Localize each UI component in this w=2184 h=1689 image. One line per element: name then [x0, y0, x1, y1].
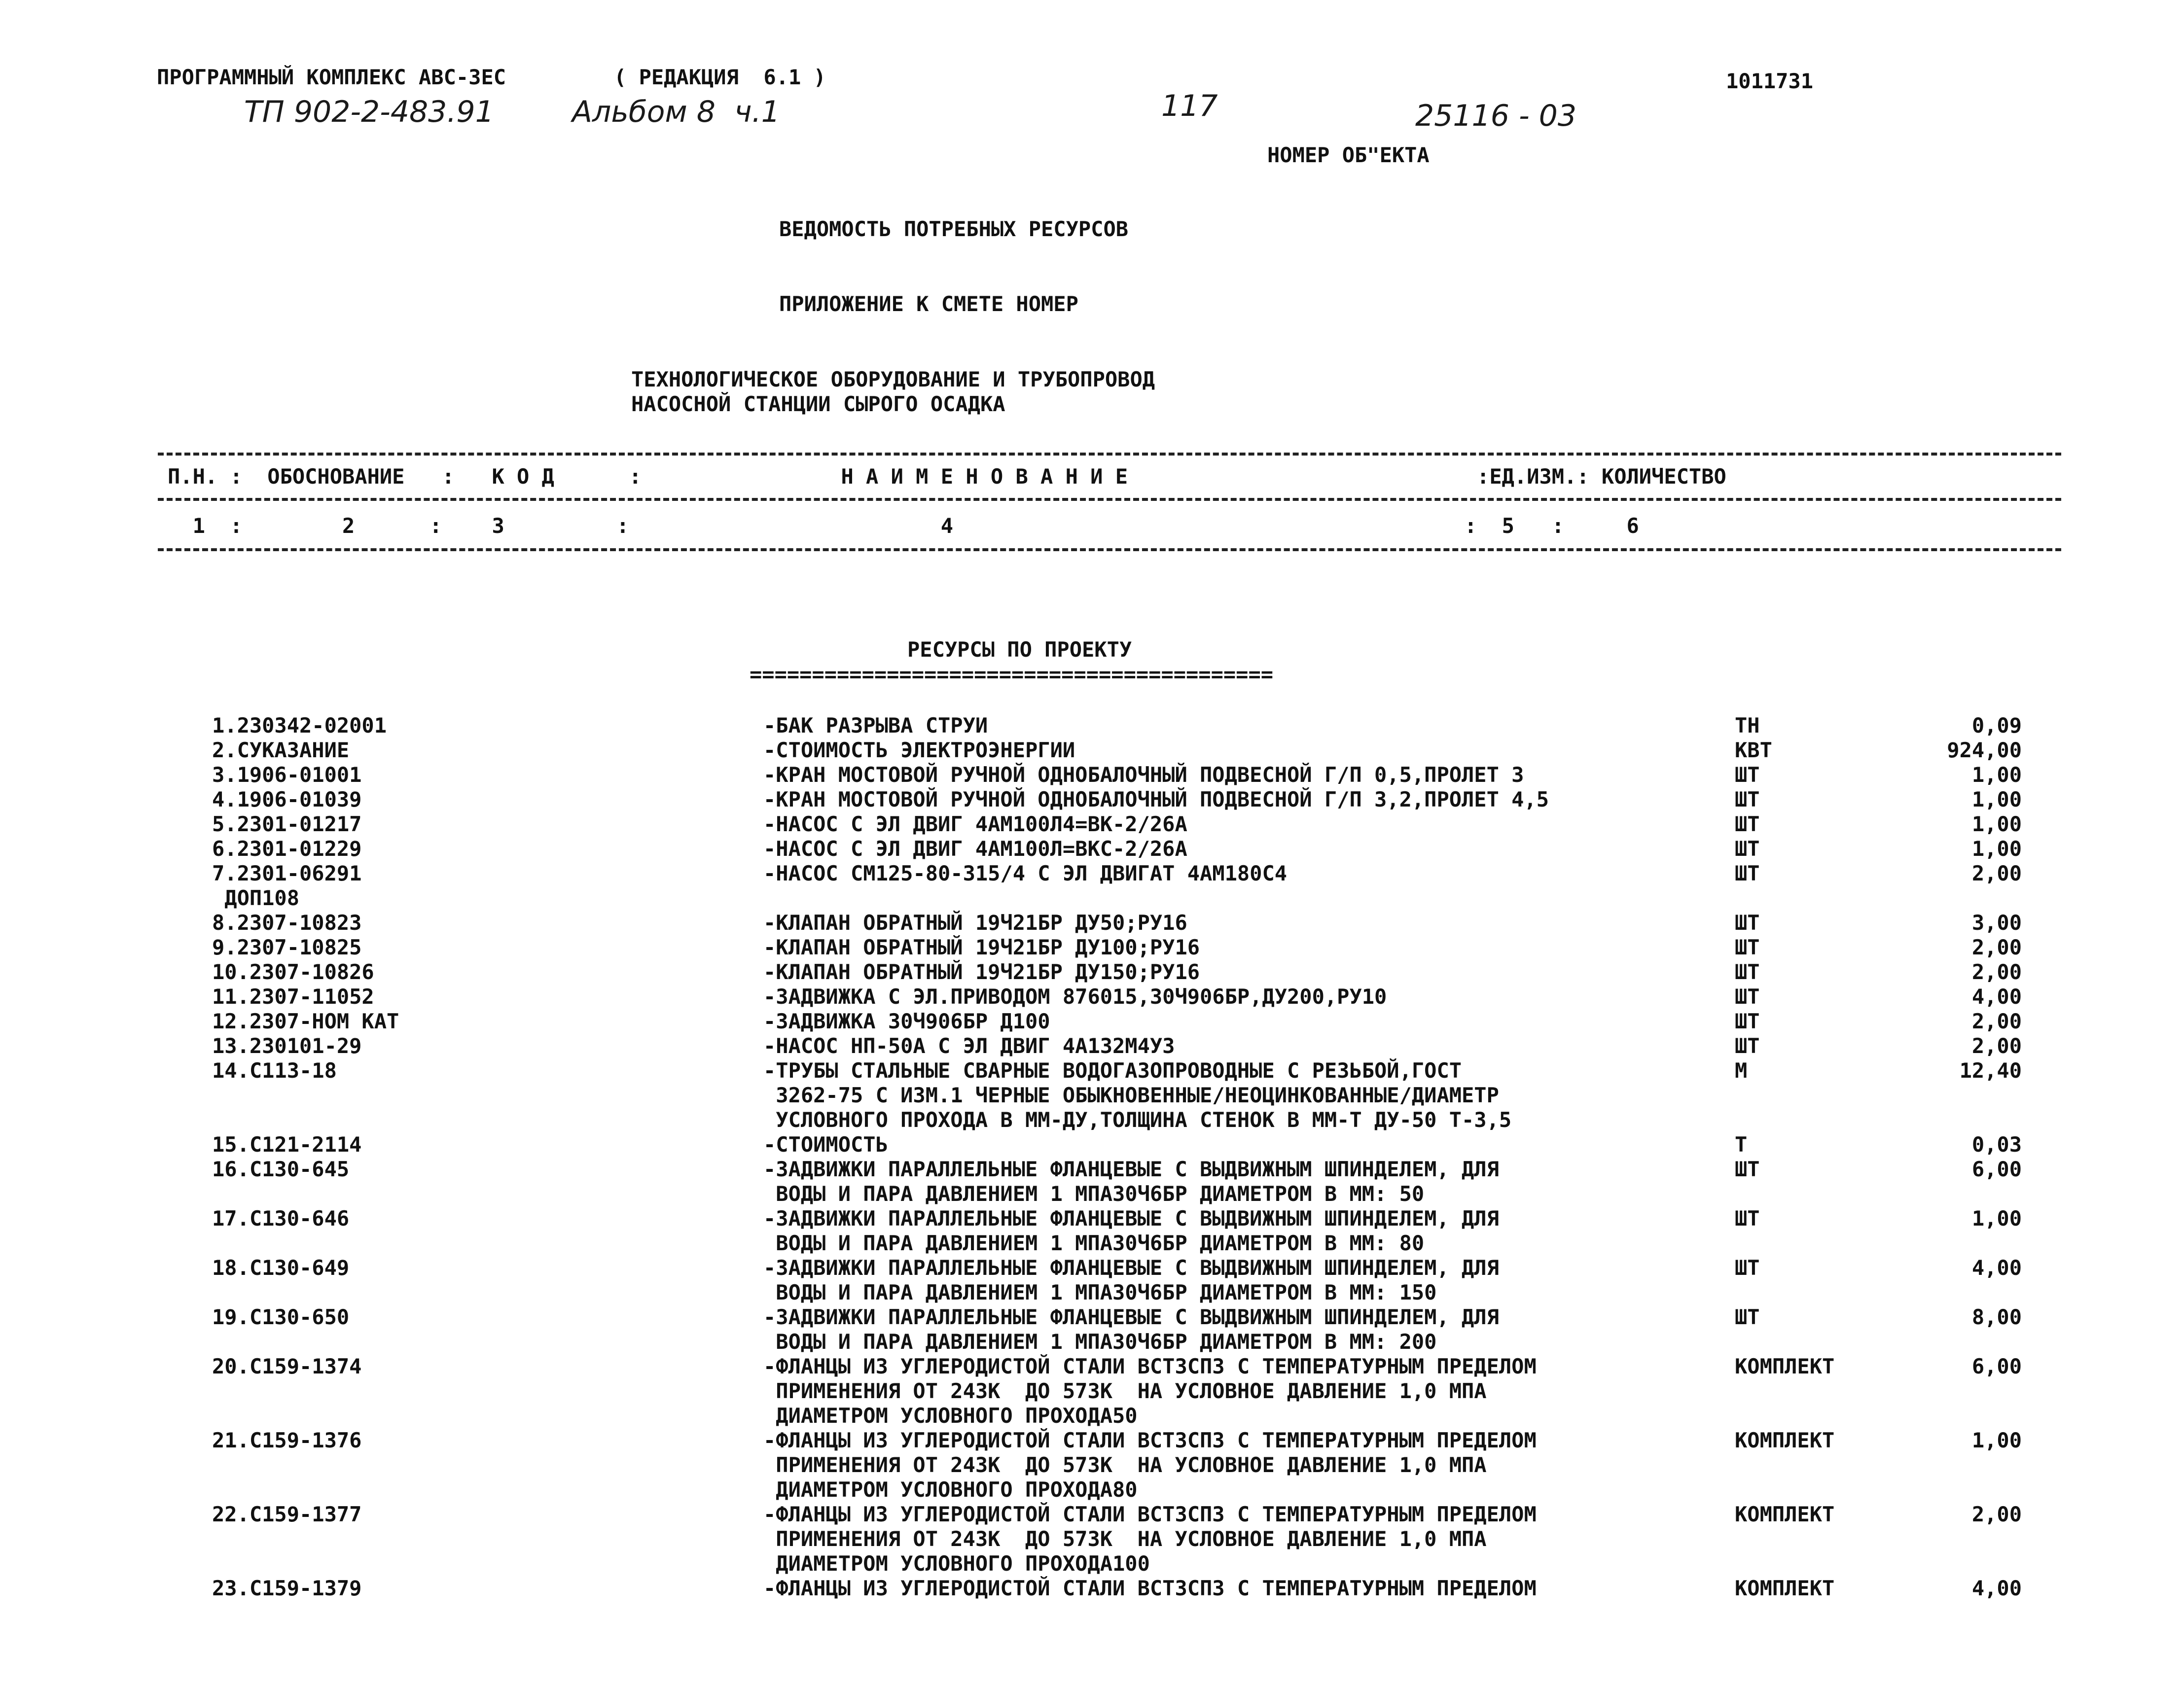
resource-quantity: 1,00 [1971, 837, 2022, 861]
resource-unit: ШТ [1735, 1034, 1760, 1058]
resource-code [212, 1256, 349, 1280]
resource-description [763, 738, 1075, 763]
resource-description-line: -КЛАПАН ОБРАТНЫЙ 19Ч21БР ДУ50;РУ16 [763, 911, 1187, 935]
table-column-headings: П.Н. : ОБОСНОВАНИЕ : К О Д : Н А И М Е Н О В А Н И Е :ЕД.ИЗМ.: КОЛИЧЕСТВО [168, 464, 1726, 489]
resource-description-line: -ЗАДВИЖКИ ПАРАЛЛЕЛЬНЫЕ ФЛАНЦЕВЫЕ С ВЫДВИЖНЫМ ШПИНДЕЛЕМ, ДЛЯ [763, 1305, 1499, 1329]
subject-title-line2: НАСОСНОЙ СТАНЦИИ СЫРОГО ОСАДКА [631, 392, 1005, 416]
resource-code-line: 11.2307-11052 [212, 985, 374, 1009]
resource-description [763, 1132, 888, 1157]
resource-code-line: ДОП108 [212, 886, 300, 910]
resource-description-line: ПРИМЕНЕНИЯ ОТ 243К ДО 573К НА УСЛОВНОЕ ДАВЛЕНИЕ 1,0 МПА [763, 1379, 1487, 1403]
resource-code-line: 12.2307-НОМ КАТ [212, 1009, 399, 1033]
resource-description [763, 1305, 1499, 1354]
header-rule-middle [158, 498, 2061, 501]
resource-code-line: 8.2307-10823 [212, 911, 362, 935]
resource-code-line: 16.С130-645 [212, 1157, 350, 1181]
table-column-numbers: 1 : 2 : 3 : 4 : 5 : 6 [168, 514, 1639, 538]
handwritten-page-number: 117 [1161, 89, 1218, 123]
resource-unit: КОМПЛЕКТ [1735, 1576, 1835, 1600]
resource-code [212, 1354, 361, 1379]
resource-code [212, 713, 387, 738]
resource-quantity: 12,40 [1959, 1058, 2022, 1083]
resource-description-line: -БАК РАЗРЫВА СТРУИ [763, 713, 988, 738]
resource-unit: ШТ [1735, 837, 1760, 861]
resource-description [763, 812, 1187, 837]
resource-description [763, 985, 1387, 1009]
resource-code-line: 2.СУКАЗАНИЕ [212, 738, 350, 762]
resource-description-line: ВОДЫ И ПАРА ДАВЛЕНИЕМ 1 МПА30Ч6БР ДИАМЕТРОМ В ММ: 80 [763, 1231, 1425, 1255]
resource-description [763, 861, 1287, 886]
resource-unit: КОМПЛЕКТ [1735, 1354, 1835, 1378]
resource-code [212, 1034, 361, 1058]
header-rule-bottom [158, 548, 2061, 551]
resource-unit: ШТ [1735, 1157, 1760, 1181]
resource-code-line: 4.1906-01039 [212, 787, 362, 811]
resource-unit: М [1735, 1058, 1748, 1083]
resource-code [212, 812, 361, 837]
resource-description-line: -ФЛАНЦЫ ИЗ УГЛЕРОДИСТОЙ СТАЛИ ВСТ3СП3 С ТЕМПЕРАТУРНЫМ ПРЕДЕЛОМ [763, 1576, 1537, 1600]
resource-code [212, 1576, 361, 1601]
resource-code [212, 911, 361, 935]
resource-description-line: -КРАН МОСТОВОЙ РУЧНОЙ ОДНОБАЛОЧНЫЙ ПОДВЕСНОЙ Г/П 3,2,ПРОЛЕТ 4,5 [763, 787, 1549, 811]
resource-code [212, 861, 361, 911]
section-title: РЕСУРСЫ ПО ПРОЕКТУ [907, 637, 1132, 662]
resource-description [763, 1256, 1499, 1305]
resource-quantity: 0,09 [1971, 713, 2022, 738]
resource-quantity: 2,00 [1971, 960, 2022, 984]
resource-description-line: -ФЛАНЦЫ ИЗ УГЛЕРОДИСТОЙ СТАЛИ ВСТ3СП3 С ТЕМПЕРАТУРНЫМ ПРЕДЕЛОМ [763, 1354, 1537, 1378]
resource-quantity: 1,00 [1971, 763, 2022, 787]
resource-description-line: -НАСОС СМ125-80-315/4 С ЭЛ ДВИГАТ 4АМ180С4 [763, 861, 1288, 885]
resource-code [212, 787, 361, 812]
resource-code [212, 763, 361, 787]
resource-code-line: 14.С113-18 [212, 1058, 337, 1083]
resource-description-line: -ФЛАНЦЫ ИЗ УГЛЕРОДИСТОЙ СТАЛИ ВСТ3СП3 С ТЕМПЕРАТУРНЫМ ПРЕДЕЛОМ [763, 1428, 1537, 1452]
resource-description [763, 1428, 1537, 1502]
resource-unit: ШТ [1735, 960, 1760, 984]
resource-description-line: -ЗАДВИЖКИ ПАРАЛЛЕЛЬНЫЕ ФЛАНЦЕВЫЕ С ВЫДВИЖНЫМ ШПИНДЕЛЕМ, ДЛЯ [763, 1157, 1499, 1181]
resource-code [212, 985, 374, 1009]
resource-description [763, 713, 988, 738]
resource-description-line: УСЛОВНОГО ПРОХОДА В ММ-ДУ,ТОЛЩИНА СТЕНОК В ММ-Т ДУ-50 Т-3,5 [763, 1108, 1512, 1132]
resource-quantity: 1,00 [1971, 1206, 2022, 1231]
resource-quantity: 924,00 [1947, 738, 2022, 762]
resource-unit: КОМПЛЕКТ [1735, 1502, 1835, 1526]
handwritten-album: Альбом 8 ч.1 [572, 95, 780, 129]
handwritten-project-number: ТП 902-2-483.91 [244, 95, 494, 129]
resource-code-line: 23.С159-1379 [212, 1576, 362, 1600]
statement-title: ВЕДОМОСТЬ ПОТРЕБНЫХ РЕСУРСОВ [779, 217, 1129, 241]
resource-quantity: 4,00 [1971, 985, 2022, 1009]
program-edition: ( РЕДАКЦИЯ 6.1 ) [614, 65, 826, 89]
resource-description [763, 837, 1187, 861]
resource-description-line: -ЗАДВИЖКА 30Ч906БР Д100 [763, 1009, 1050, 1033]
resource-description [763, 763, 1524, 787]
resource-unit: КОМПЛЕКТ [1735, 1428, 1835, 1452]
resource-unit: ШТ [1735, 985, 1760, 1009]
resource-quantity: 8,00 [1971, 1305, 2022, 1329]
resource-code [212, 935, 361, 960]
resource-description-line: ПРИМЕНЕНИЯ ОТ 243К ДО 573К НА УСЛОВНОЕ ДАВЛЕНИЕ 1,0 МПА [763, 1453, 1487, 1477]
resource-code [212, 1305, 349, 1330]
object-number-label: НОМЕР ОБ"ЕКТА [1267, 143, 1430, 167]
resource-code [212, 960, 374, 985]
resource-quantity: 4,00 [1971, 1576, 2022, 1600]
resource-description [763, 1058, 1511, 1132]
resource-code-line: 7.2301-06291 [212, 861, 362, 885]
resource-description-line: -КЛАПАН ОБРАТНЫЙ 19Ч21БР ДУ150;РУ16 [763, 960, 1200, 984]
resource-quantity: 2,00 [1971, 1034, 2022, 1058]
resource-description [763, 1157, 1499, 1206]
resource-code [212, 837, 361, 861]
resource-description-line: ВОДЫ И ПАРА ДАВЛЕНИЕМ 1 МПА30Ч6БР ДИАМЕТРОМ В ММ: 150 [763, 1280, 1437, 1304]
resource-description-line: -ТРУБЫ СТАЛЬНЫЕ СВАРНЫЕ ВОДОГАЗОПРОВОДНЫЕ С РЕЗЬБОЙ,ГОСТ [763, 1058, 1462, 1083]
resource-description-line: -ЗАДВИЖКИ ПАРАЛЛЕЛЬНЫЕ ФЛАНЦЕВЫЕ С ВЫДВИЖНЫМ ШПИНДЕЛЕМ, ДЛЯ [763, 1206, 1499, 1231]
resource-unit: ШТ [1735, 935, 1760, 959]
resource-quantity: 6,00 [1971, 1157, 2022, 1181]
resource-unit: ШТ [1735, 861, 1760, 885]
resource-quantity: 1,00 [1971, 787, 2022, 811]
resource-unit: ШТ [1735, 787, 1760, 811]
resource-code-line: 17.С130-646 [212, 1206, 350, 1231]
resource-description [763, 911, 1187, 935]
resource-description-line: -ЗАДВИЖКА С ЭЛ.ПРИВОДОМ 876015,30Ч906БР,ДУ200,РУ10 [763, 985, 1387, 1009]
subject-title-line1: ТЕХНОЛОГИЧЕСКОЕ ОБОРУДОВАНИЕ И ТРУБОПРОВОД [631, 367, 1155, 391]
resource-code-line: 20.С159-1374 [212, 1354, 362, 1378]
resource-description-line: -СТОИМОСТЬ [763, 1132, 888, 1157]
resource-quantity: 4,00 [1971, 1256, 2022, 1280]
resource-quantity: 1,00 [1971, 1428, 2022, 1452]
resource-quantity: 2,00 [1971, 1502, 2022, 1526]
resource-description [763, 1354, 1537, 1428]
resource-description [763, 787, 1549, 812]
resource-description [763, 1009, 1050, 1034]
resource-unit: ШТ [1735, 763, 1760, 787]
resource-description-line: -СТОИМОСТЬ ЭЛЕКТРОЭНЕРГИИ [763, 738, 1075, 762]
resource-code-line: 9.2307-10825 [212, 935, 362, 959]
resource-code-line: 3.1906-01001 [212, 763, 362, 787]
resource-quantity: 2,00 [1971, 1009, 2022, 1033]
resource-description [763, 1502, 1537, 1576]
resource-description [763, 960, 1200, 985]
resource-quantity: 2,00 [1971, 935, 2022, 959]
resource-description [763, 1034, 1175, 1058]
resource-code [212, 1502, 361, 1527]
resource-description-line: ДИАМЕТРОМ УСЛОВНОГО ПРОХОДА50 [763, 1404, 1138, 1428]
resource-unit: ТН [1735, 713, 1760, 738]
resource-description-line: ДИАМЕТРОМ УСЛОВНОГО ПРОХОДА100 [763, 1551, 1150, 1576]
resource-code [212, 1428, 361, 1453]
resource-description-line: -КРАН МОСТОВОЙ РУЧНОЙ ОДНОБАЛОЧНЫЙ ПОДВЕСНОЙ Г/П 0,5,ПРОЛЕТ 3 [763, 763, 1524, 787]
handwritten-object-number: 25116 - 03 [1415, 99, 1577, 133]
appendix-title: ПРИЛОЖЕНИЕ К СМЕТЕ НОМЕР [779, 292, 1078, 316]
resource-code-line: 1.230342-02001 [212, 713, 387, 738]
resource-quantity: 3,00 [1971, 911, 2022, 935]
section-title-underline: ========================================== [750, 662, 1274, 686]
resource-description-line: 3262-75 С ИЗМ.1 ЧЕРНЫЕ ОБЫКНОВЕННЫЕ/НЕОЦИНКОВАННЫЕ/ДИАМЕТР [763, 1083, 1499, 1107]
resource-unit: ШТ [1735, 1305, 1760, 1329]
program-name: ПРОГРАММНЫЙ КОМПЛЕКС АВС-3ЕС [157, 65, 506, 89]
resource-description-line: -НАСОС НП-50А С ЭЛ ДВИГ 4А132М4У3 [763, 1034, 1175, 1058]
resource-unit: ШТ [1735, 911, 1760, 935]
resource-code-line: 15.С121-2114 [212, 1132, 362, 1157]
resource-unit: Т [1735, 1132, 1748, 1157]
header-rule-top [158, 453, 2061, 456]
resource-unit: ШТ [1735, 812, 1760, 836]
resource-description-line: ПРИМЕНЕНИЯ ОТ 243К ДО 573К НА УСЛОВНОЕ ДАВЛЕНИЕ 1,0 МПА [763, 1527, 1487, 1551]
resource-unit: ШТ [1735, 1256, 1760, 1280]
resource-description-line: ВОДЫ И ПАРА ДАВЛЕНИЕМ 1 МПА30Ч6БР ДИАМЕТРОМ В ММ: 50 [763, 1182, 1425, 1206]
resource-code [212, 1157, 349, 1182]
resource-description-line: -КЛАПАН ОБРАТНЫЙ 19Ч21БР ДУ100;РУ16 [763, 935, 1200, 959]
resource-code-line: 10.2307-10826 [212, 960, 374, 984]
resource-description-line: -НАСОС С ЭЛ ДВИГ 4АМ100Л4=ВК-2/26А [763, 812, 1187, 836]
resource-code [212, 1009, 399, 1034]
resource-quantity: 0,03 [1971, 1132, 2022, 1157]
resource-unit: КВТ [1735, 738, 1772, 762]
resource-code-line: 18.С130-649 [212, 1256, 350, 1280]
resource-description [763, 1576, 1537, 1601]
resource-description-line: ДИАМЕТРОМ УСЛОВНОГО ПРОХОДА80 [763, 1478, 1138, 1502]
resource-description-line: ВОДЫ И ПАРА ДАВЛЕНИЕМ 1 МПА30Ч6БР ДИАМЕТРОМ В ММ: 200 [763, 1330, 1437, 1354]
resource-description-line: -ЗАДВИЖКИ ПАРАЛЛЕЛЬНЫЕ ФЛАНЦЕВЫЕ С ВЫДВИЖНЫМ ШПИНДЕЛЕМ, ДЛЯ [763, 1256, 1499, 1280]
resource-quantity: 6,00 [1971, 1354, 2022, 1378]
resource-code [212, 1206, 349, 1231]
resource-code [212, 1132, 361, 1157]
resource-description-line: -ФЛАНЦЫ ИЗ УГЛЕРОДИСТОЙ СТАЛИ ВСТ3СП3 С ТЕМПЕРАТУРНЫМ ПРЕДЕЛОМ [763, 1502, 1537, 1526]
resource-code-line: 22.С159-1377 [212, 1502, 362, 1526]
resource-description [763, 1206, 1499, 1256]
resource-quantity: 1,00 [1971, 812, 2022, 836]
resource-unit: ШТ [1735, 1009, 1760, 1033]
resource-code-line: 21.С159-1376 [212, 1428, 362, 1452]
resource-code [212, 1058, 337, 1083]
resource-quantity: 2,00 [1971, 861, 2022, 885]
resource-code-line: 19.С130-650 [212, 1305, 350, 1329]
resource-code [212, 738, 349, 763]
resource-unit: ШТ [1735, 1206, 1760, 1231]
resource-description [763, 935, 1200, 960]
document-number: 1011731 [1726, 69, 1814, 93]
resource-code-line: 13.230101-29 [212, 1034, 362, 1058]
resource-code-line: 6.2301-01229 [212, 837, 362, 861]
resource-code-line: 5.2301-01217 [212, 812, 362, 836]
resource-description-line: -НАСОС С ЭЛ ДВИГ 4АМ100Л=ВКС-2/26А [763, 837, 1187, 861]
